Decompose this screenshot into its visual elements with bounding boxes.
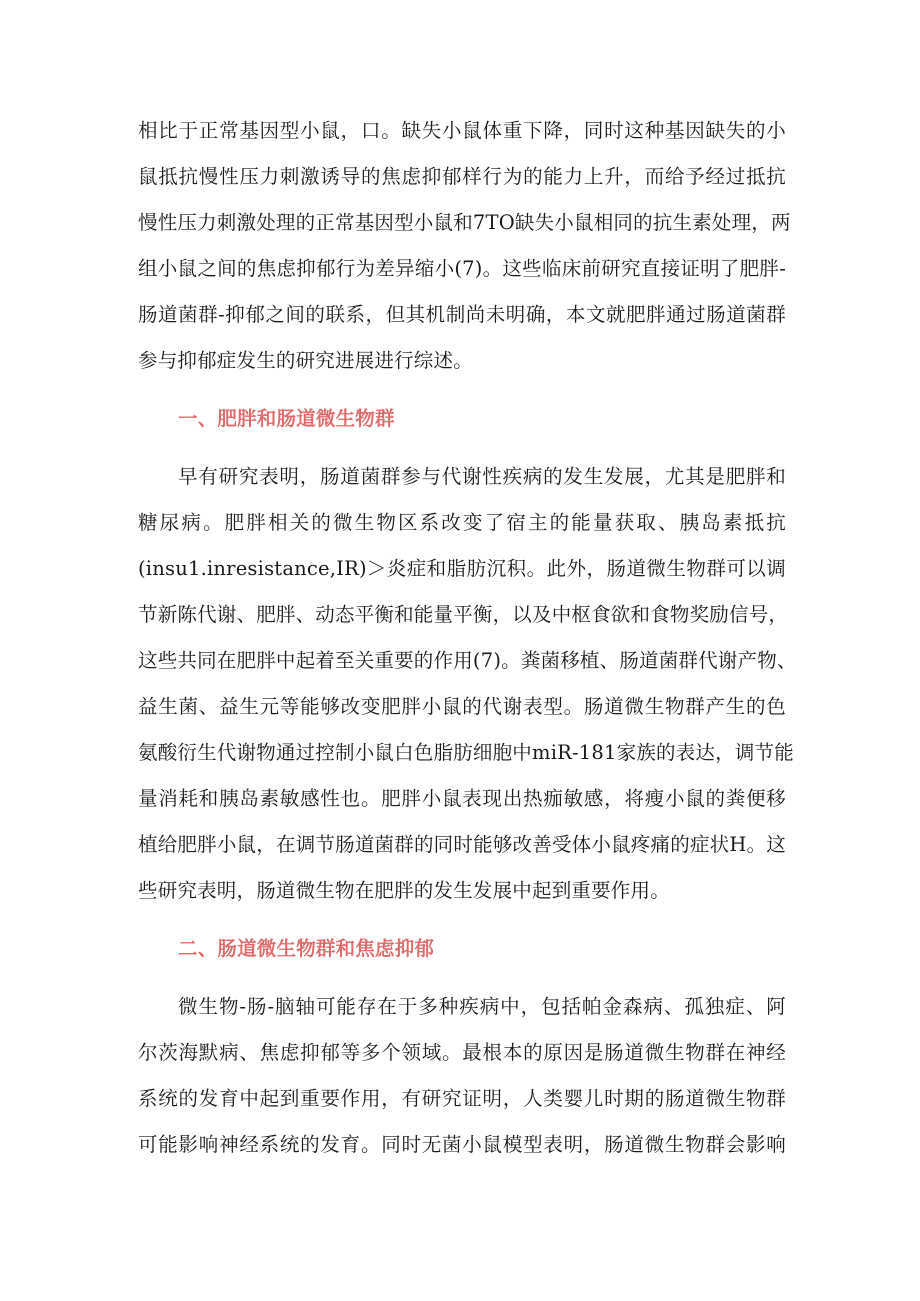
document-page [138,108,797,1168]
section-heading-obesity-microbiota: 一、肥胖和肠道微生物群 [178,407,395,430]
text-line: 系统的发育中起到重要作用，有研究证明，人类婴儿时期的肠道微生物群 [138,1087,786,1110]
paragraph-intro [138,108,791,384]
paragraph-obesity-microbiota [138,454,797,914]
text-line: 糖尿病。肥胖相关的微生物区系改变了宿主的能量获取、胰岛素抵抗 [138,511,786,534]
text-line: (insu1.inresistance,IR)＞炎症和脂肪沉积。此外，肠道微生物群可以调 [138,557,786,580]
text-line: 这些共同在肥胖中起着至关重要的作用(7)。粪菌移植、肠道菌群代谢产物、 [138,649,797,672]
text-line: 量消耗和胰岛素敏感性也。肥胖小鼠表现出热痂敏感，将瘦小鼠的粪便移 [138,787,786,810]
text-line: 肠道菌群-抑郁之间的联系，但其机制尚未明确，本文就肥胖通过肠道菌群 [138,303,786,326]
text-line: 益生菌、益生元等能够改变肥胖小鼠的代谢表型。肠道微生物群产生的色 [138,695,786,718]
text-line: 些研究表明，肠道微生物在肥胖的发生发展中起到重要作用。 [138,879,670,902]
text-line: 微生物-肠-脑轴可能存在于多种疾病中，包括帕金森病、孤独症、阿 [178,995,786,1018]
text-line: 节新陈代谢、肥胖、动态平衡和能量平衡，以及中枢食欲和食物奖励信号， [138,603,789,626]
text-line: 早有研究表明，肠道菌群参与代谢性疾病的发生发展，尤其是肥胖和 [178,465,786,488]
text-line: 可能影响神经系统的发育。同时无菌小鼠模型表明，肠道微生物群会影响 [138,1133,786,1156]
section-heading-microbiota-anxiety: 二、肠道微生物群和焦虑抑郁 [178,937,435,960]
paragraph-microbiota-anxiety [138,984,786,1168]
text-line: 参与抑郁症发生的研究进展进行综述。 [138,349,473,372]
text-line: 鼠抵抗慢性压力刺激诱导的焦虑抑郁样行为的能力上升，而给予经过抵抗 [138,165,786,188]
text-line: 组小鼠之间的焦虑抑郁行为差异缩小(7)。这些临床前研究直接证明了肥胖- [138,257,786,280]
text-line: 慢性压力刺激处理的正常基因型小鼠和7TO缺失小鼠相同的抗生素处理，两 [138,211,791,234]
text-line: 尔茨海默病、焦虑抑郁等多个领域。最根本的原因是肠道微生物群在神经 [138,1041,786,1064]
text-line: 植给肥胖小鼠，在调节肠道菌群的同时能够改善受体小鼠疼痛的症状H。这 [138,833,786,856]
text-line: 相比于正常基因型小鼠，口。缺失小鼠体重下降，同时这种基因缺失的小 [138,119,786,142]
text-line: 氨酸衍生代谢物通过控制小鼠白色脂肪细胞中miR-181家族的表达，调节能 [138,741,794,764]
